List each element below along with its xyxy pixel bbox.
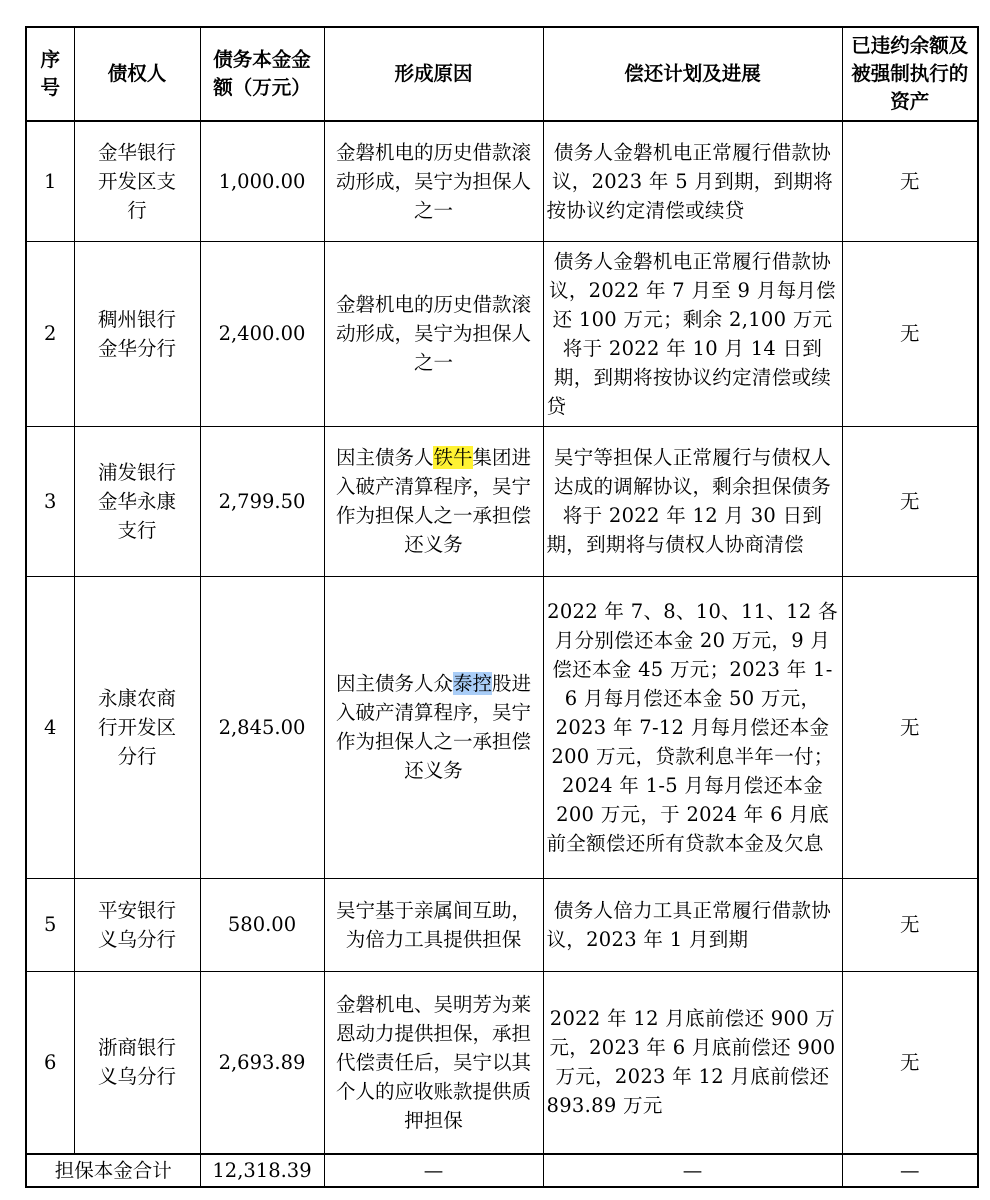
header-creditor: 债权人	[74, 27, 200, 121]
table-row	[26, 971, 978, 1154]
row-cause	[324, 426, 543, 576]
table-row	[26, 241, 978, 426]
total-plan: —	[543, 1154, 842, 1187]
row-plan: 2022 年 12 月底前偿还 900 万元，2023 年 6 月底前偿还 900 万元，2023 年 12 月底前偿还 893.89 万元	[543, 971, 842, 1154]
row-overdue: 无	[842, 576, 978, 878]
row-creditor: 稠州银行金华分行	[74, 241, 200, 426]
debt-guarantee-table	[25, 26, 979, 1188]
row-cause	[324, 576, 543, 878]
row-plan: 吴宁等担保人正常履行与债权人达成的调解协议，剩余担保债务将于 2022 年 12 月 30 日到期，到期将与债权人协商清偿	[543, 426, 842, 576]
row-plan: 债务人金磐机电正常履行借款协议，2023 年 5 月到期，到期将按协议约定清偿或续贷	[543, 121, 842, 241]
row-plan: 2022 年 7、8、10、11、12 各月分别偿还本金 20 万元，9 月偿还本金 45 万元；2023 年 1-6 月每月偿还本金 50 万元，2023 年 7-12 月每月偿还本金 200 万元，贷款利息半年一付；2024 年 1-5 月每月偿还本金 200 万元，于 2024 年 6 月底前全额偿还所有贷款本金及欠息	[543, 576, 842, 878]
table-row	[26, 576, 978, 878]
highlighted-text: 铁牛	[433, 446, 473, 469]
row-creditor: 平安银行义乌分行	[74, 878, 200, 971]
table-row	[26, 426, 978, 576]
row-cause: 金磐机电的历史借款滚动形成，吴宁为担保人之一	[324, 241, 543, 426]
row-seq: 2	[26, 241, 74, 426]
total-row	[26, 1154, 978, 1187]
row-seq: 3	[26, 426, 74, 576]
row-seq: 1	[26, 121, 74, 241]
row-overdue: 无	[842, 878, 978, 971]
header-overdue: 已违约余额及被强制执行的资产	[842, 27, 978, 121]
row-cause: 吴宁基于亲属间互助，为倍力工具提供担保	[324, 878, 543, 971]
row-plan: 债务人金磐机电正常履行借款协议，2022 年 7 月至 9 月每月偿还 100 万元；剩余 2,100 万元将于 2022 年 10 月 14 日到期，到期将按协议约定清偿或续贷	[543, 241, 842, 426]
table-row	[26, 121, 978, 241]
highlighted-text: 泰控	[452, 672, 492, 695]
row-amount: 2,799.50	[200, 426, 324, 576]
row-overdue: 无	[842, 121, 978, 241]
row-overdue: 无	[842, 241, 978, 426]
total-cause: —	[324, 1154, 543, 1187]
row-amount: 2,400.00	[200, 241, 324, 426]
row-seq: 6	[26, 971, 74, 1154]
cause-text-pre: 因主债务人众	[335, 672, 453, 695]
header-cause: 形成原因	[324, 27, 543, 121]
row-overdue: 无	[842, 971, 978, 1154]
row-creditor: 浦发银行金华永康支行	[74, 426, 200, 576]
cause-text-post: 股进入破产清算程序，吴宁作为担保人之一承担偿还义务	[335, 672, 532, 782]
row-amount: 1,000.00	[200, 121, 324, 241]
header-seq: 序号	[26, 27, 74, 121]
row-creditor: 金华银行开发区支行	[74, 121, 200, 241]
row-cause: 金磐机电、吴明芳为莱恩动力提供担保，承担代偿责任后，吴宁以其个人的应收账款提供质押担保	[324, 971, 543, 1154]
row-overdue: 无	[842, 426, 978, 576]
row-plan: 债务人倍力工具正常履行借款协议，2023 年 1 月到期	[543, 878, 842, 971]
table-row	[26, 878, 978, 971]
row-seq: 4	[26, 576, 74, 878]
row-seq: 5	[26, 878, 74, 971]
total-label: 担保本金合计	[26, 1154, 200, 1187]
row-amount: 2,693.89	[200, 971, 324, 1154]
header-plan: 偿还计划及进展	[543, 27, 842, 121]
cause-text-pre: 因主债务人	[335, 446, 434, 469]
header-row	[26, 27, 978, 121]
total-amount: 12,318.39	[200, 1154, 324, 1187]
cause-text-post: 集团进入破产清算程序，吴宁作为担保人之一承担偿还义务	[335, 446, 532, 556]
row-creditor: 浙商银行义乌分行	[74, 971, 200, 1154]
row-creditor: 永康农商行开发区分行	[74, 576, 200, 878]
header-principal: 债务本金金额（万元）	[200, 27, 324, 121]
row-amount: 2,845.00	[200, 576, 324, 878]
row-cause: 金磐机电的历史借款滚动形成，吴宁为担保人之一	[324, 121, 543, 241]
total-overdue: —	[842, 1154, 978, 1187]
row-amount: 580.00	[200, 878, 324, 971]
